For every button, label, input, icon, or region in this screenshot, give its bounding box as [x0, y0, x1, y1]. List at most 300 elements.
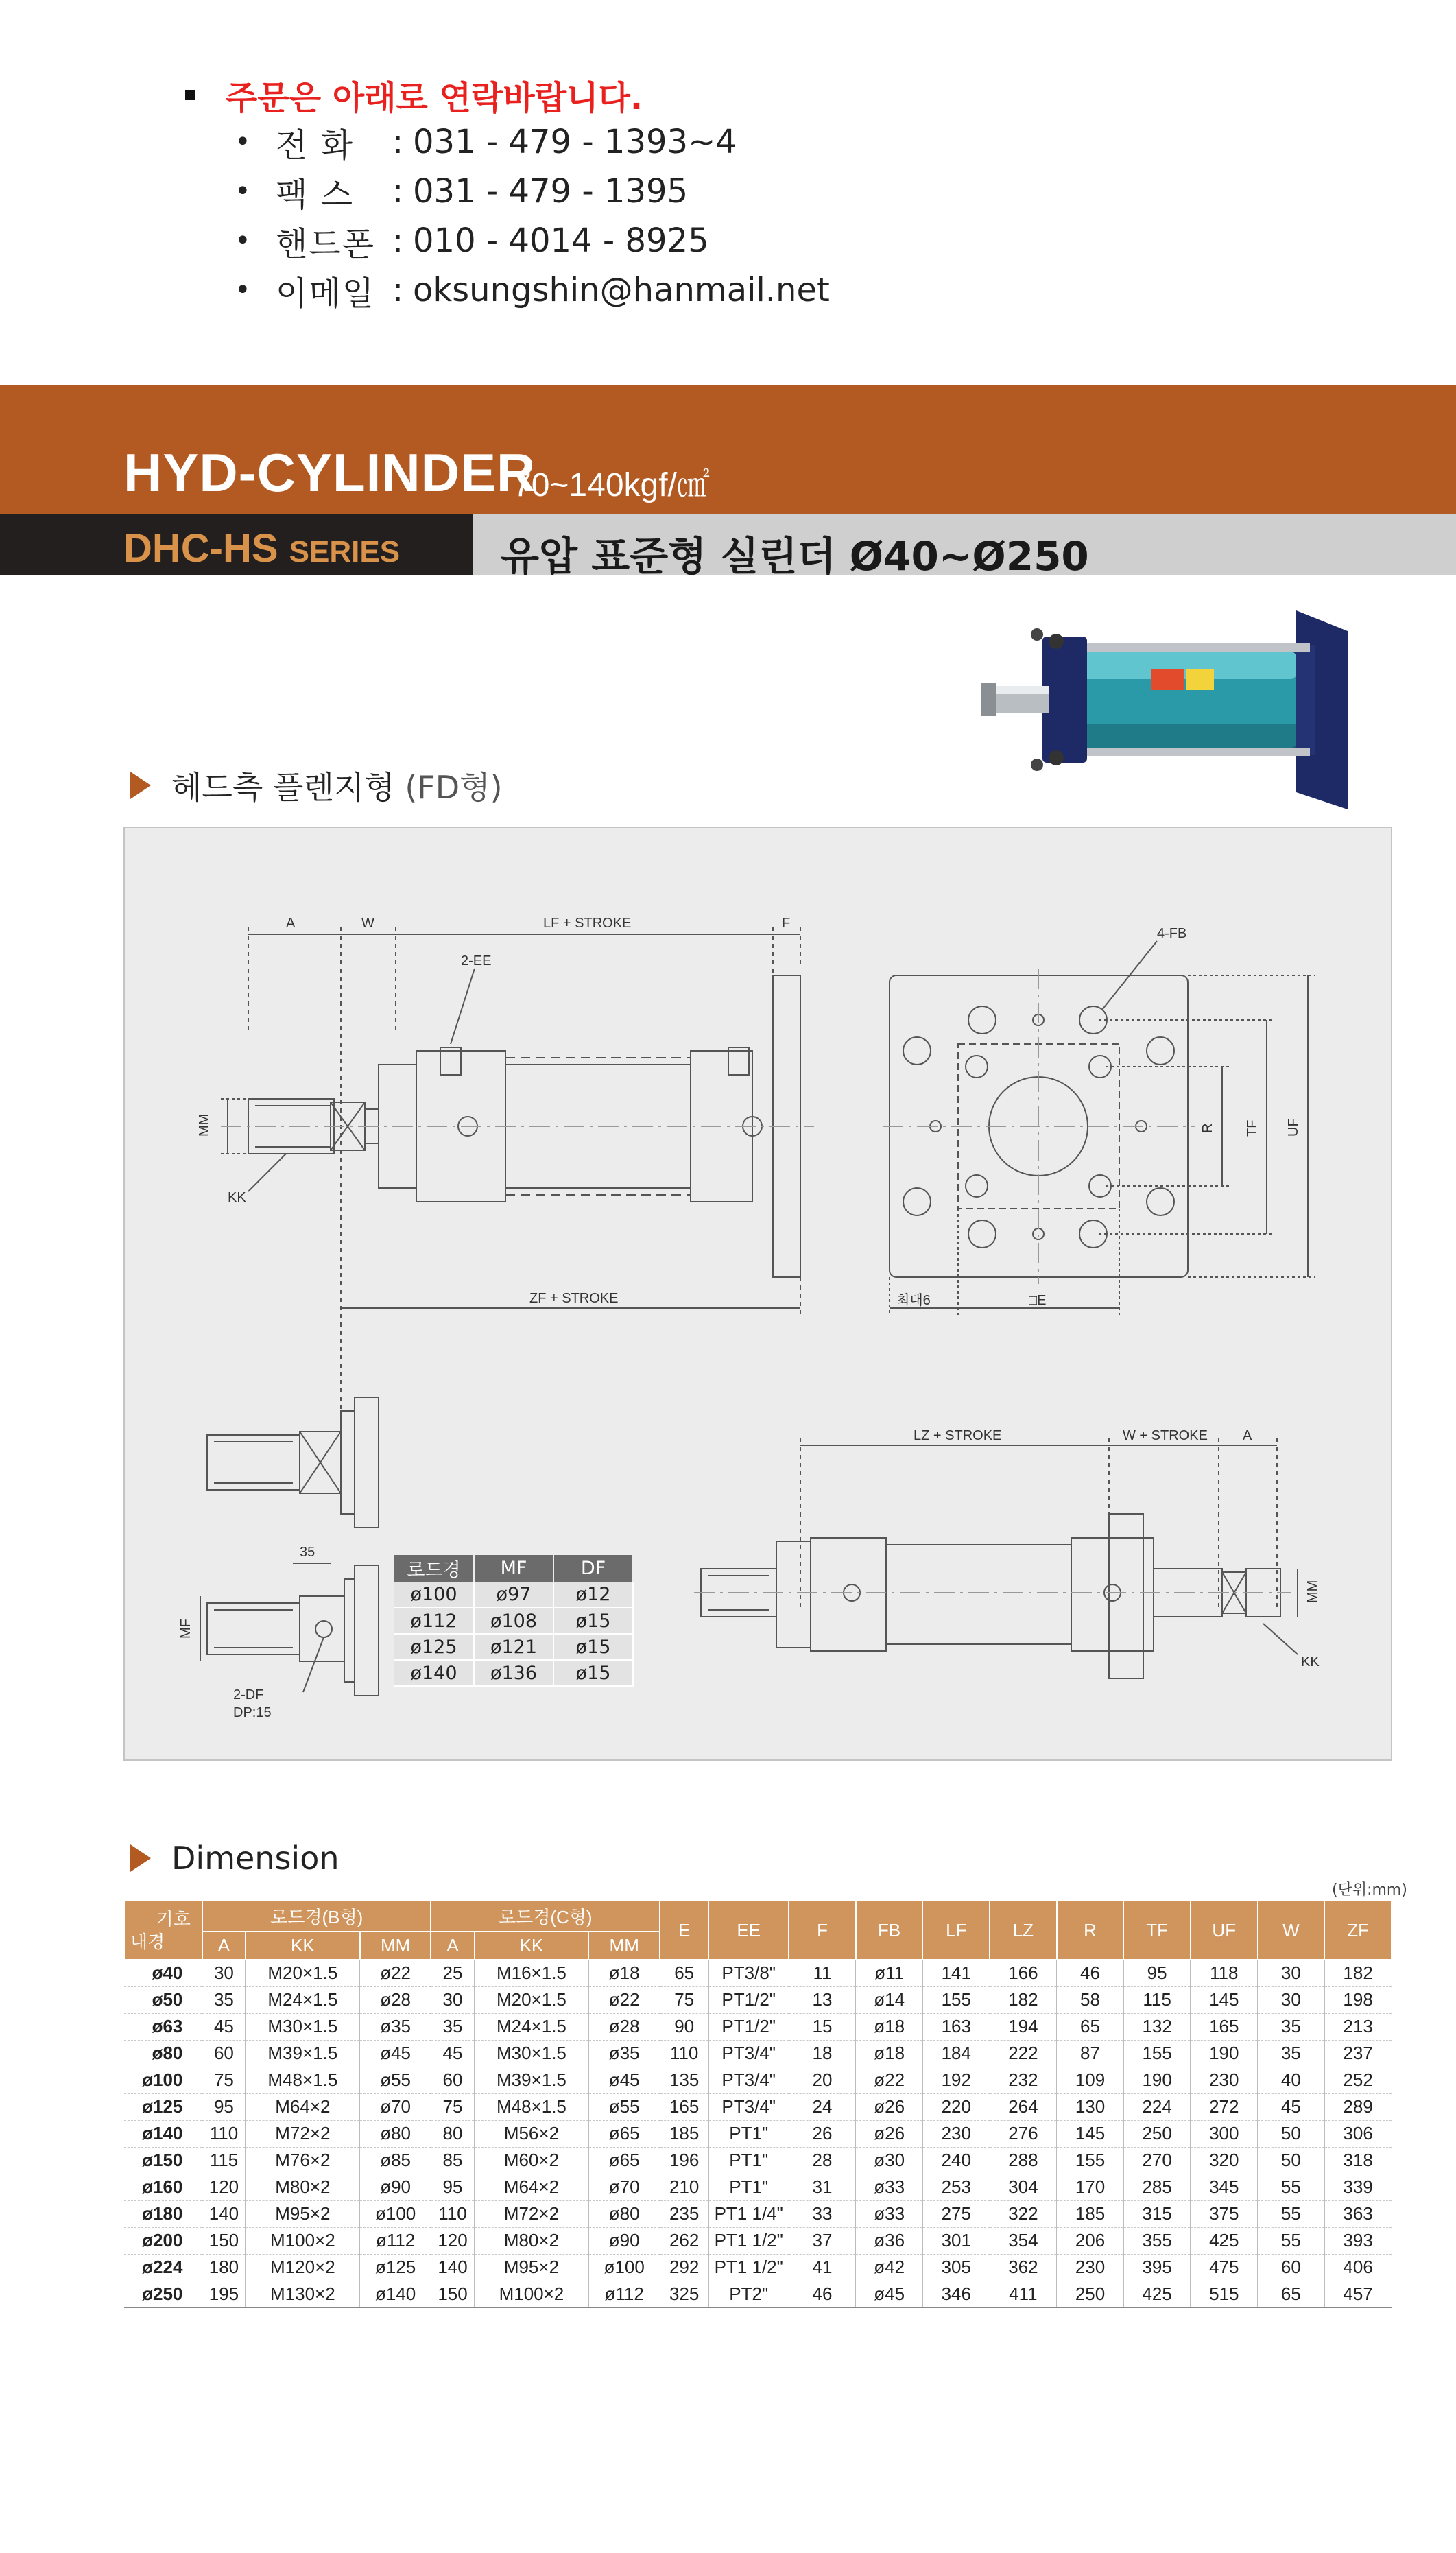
table-cell: ø65 — [588, 2147, 660, 2174]
table-cell: ø18 — [856, 2013, 923, 2040]
table-cell: PT1" — [708, 2174, 789, 2200]
table-cell: 230 — [1191, 2067, 1258, 2093]
table-header-row: 기호 내경 로드경(B형) 로드경(C형) E EE F FB LF LZ R TF UF W ZF — [124, 1901, 1392, 1932]
dim-label-lz: LZ + STROKE — [914, 1428, 1002, 1443]
bore-cell: ø100 — [124, 2067, 202, 2093]
table-cell: ø42 — [856, 2254, 923, 2281]
table-cell: M39×1.5 — [246, 2040, 360, 2067]
table-cell: PT1 1/4" — [708, 2200, 789, 2227]
table-cell: ø70 — [360, 2093, 431, 2120]
table-cell: 26 — [789, 2120, 856, 2147]
table-cell: M56×2 — [475, 2120, 589, 2147]
table-cell: PT1" — [708, 2147, 789, 2174]
table-cell: PT3/4" — [708, 2093, 789, 2120]
table-cell: 184 — [922, 2040, 990, 2067]
table-cell: 165 — [660, 2093, 708, 2120]
table-cell: 275 — [922, 2200, 990, 2227]
table-row — [124, 2093, 1392, 2120]
table-cell: 55 — [1258, 2200, 1325, 2227]
bore-cell: ø200 — [124, 2227, 202, 2254]
table-cell: ø22 — [360, 1960, 431, 1986]
bullet-icon: • — [235, 176, 251, 207]
table-cell: ø35 — [588, 2040, 660, 2067]
table-cell: 115 — [1123, 1986, 1191, 2013]
table-cell: 46 — [1057, 1960, 1124, 1986]
table-cell: 220 — [922, 2093, 990, 2120]
table-cell: 252 — [1324, 2067, 1392, 2093]
table-cell: ø33 — [856, 2174, 923, 2200]
table-cell: 20 — [789, 2067, 856, 2093]
table-cell: 155 — [922, 1986, 990, 2013]
table-cell: 213 — [1324, 2013, 1392, 2040]
table-cell: 320 — [1191, 2147, 1258, 2174]
table-cell: 306 — [1324, 2120, 1392, 2147]
bullet-icon: • — [235, 274, 251, 306]
dim-label-kk2: KK — [1301, 1654, 1320, 1670]
table-cell: 35 — [431, 2013, 474, 2040]
table-cell: ø90 — [360, 2174, 431, 2200]
table-row — [124, 1960, 1392, 1986]
table-cell: 120 — [202, 2174, 246, 2200]
table-row — [124, 2281, 1392, 2307]
table-cell: 145 — [1191, 1986, 1258, 2013]
subtitle-band — [473, 514, 1456, 580]
email-value: oksungshin@hanmail.net — [413, 271, 830, 309]
table-row — [124, 2147, 1392, 2174]
dimension-table — [123, 1900, 1392, 2308]
table-cell: M64×2 — [246, 2093, 360, 2120]
table-cell: 301 — [922, 2227, 990, 2254]
table-cell: 80 — [431, 2120, 474, 2147]
table-cell: 276 — [990, 2120, 1057, 2147]
table-cell: 75 — [431, 2093, 474, 2120]
contact-fax: • 팩 스 : 031 - 479 - 1395 — [235, 172, 689, 214]
table-cell: ø45 — [360, 2040, 431, 2067]
table-cell: 60 — [1258, 2254, 1325, 2281]
table-cell: M80×2 — [475, 2227, 589, 2254]
table-cell: 58 — [1057, 1986, 1124, 2013]
dim-label-mm: MM — [197, 1113, 212, 1137]
table-cell: 130 — [1057, 2093, 1124, 2120]
bore-cell: ø180 — [124, 2200, 202, 2227]
table-cell: M64×2 — [475, 2174, 589, 2200]
corner-header: 기호 내경 — [124, 1901, 202, 1960]
table-cell: 60 — [202, 2040, 246, 2067]
dim-label-zf: ZF + STROKE — [529, 1291, 619, 1306]
table-cell: 362 — [990, 2254, 1057, 2281]
table-cell: 457 — [1324, 2281, 1392, 2307]
table-cell: M76×2 — [246, 2147, 360, 2174]
table-cell: M95×2 — [475, 2254, 589, 2281]
bore-cell: ø125 — [124, 2093, 202, 2120]
table-cell: M30×1.5 — [246, 2013, 360, 2040]
triangle-bullet-icon — [130, 1844, 151, 1872]
table-cell: 285 — [1123, 2174, 1191, 2200]
product-subtitle: 유압 표준형 실린더 Ø40~Ø250 — [501, 533, 1089, 580]
table-cell: 198 — [1324, 1986, 1392, 2013]
table-cell: 232 — [990, 2067, 1057, 2093]
contact-mobile: • 핸드폰 : 010 - 4014 - 8925 — [235, 222, 709, 263]
table-cell: ø26 — [856, 2120, 923, 2147]
dimension-table-body — [124, 1960, 1392, 2307]
table-cell: 411 — [990, 2281, 1057, 2307]
table-cell: 185 — [1057, 2200, 1124, 2227]
table-cell: 180 — [202, 2254, 246, 2281]
dim-label-ee: 2-EE — [461, 953, 492, 969]
table-cell: PT3/4" — [708, 2067, 789, 2093]
bore-cell: ø80 — [124, 2040, 202, 2067]
square-bullet-icon — [185, 90, 195, 100]
table-row: ø112 ø108 ø15 — [394, 1608, 633, 1634]
table-cell: ø45 — [856, 2281, 923, 2307]
bullet-icon: • — [235, 126, 251, 158]
table-cell: 190 — [1123, 2067, 1191, 2093]
pressure-range: 70~140kgf/㎠ — [513, 467, 710, 503]
table-cell: 195 — [202, 2281, 246, 2307]
table-cell: 35 — [1258, 2013, 1325, 2040]
table-cell: 300 — [1191, 2120, 1258, 2147]
rod-end-detail-drawing — [200, 1397, 379, 1696]
table-cell: 13 — [789, 1986, 856, 2013]
table-cell: ø55 — [588, 2093, 660, 2120]
table-cell: PT1" — [708, 2120, 789, 2147]
table-cell: ø100 — [360, 2200, 431, 2227]
cylinder-product-image — [974, 604, 1358, 823]
table-row — [124, 2174, 1392, 2200]
table-cell: 250 — [1123, 2120, 1191, 2147]
order-notice: 주문은 아래로 연락바랍니다. — [185, 72, 830, 117]
table-cell: M48×1.5 — [246, 2067, 360, 2093]
table-subheader-row: A KK MM A KK MM — [124, 1932, 1392, 1960]
table-cell: ø30 — [856, 2147, 923, 2174]
table-cell: M16×1.5 — [475, 1960, 589, 1986]
table-cell: ø35 — [360, 2013, 431, 2040]
table-cell: M39×1.5 — [475, 2067, 589, 2093]
table-row — [124, 2120, 1392, 2147]
table-cell: ø112 — [360, 2227, 431, 2254]
dim-label-mf: MF — [178, 1619, 193, 1639]
table-cell: ø18 — [588, 1960, 660, 1986]
table-cell: ø125 — [360, 2254, 431, 2281]
title-band — [0, 385, 1456, 514]
table-cell: 240 — [922, 2147, 990, 2174]
group-header-b: 로드경(B형) — [202, 1901, 431, 1932]
table-cell: ø65 — [588, 2120, 660, 2147]
table-cell: 87 — [1057, 2040, 1124, 2067]
contact-phone: • 전 화 : 031 - 479 - 1393~4 — [235, 123, 737, 165]
table-cell: 163 — [922, 2013, 990, 2040]
table-cell: 109 — [1057, 2067, 1124, 2093]
technical-drawing-panel — [123, 827, 1392, 1761]
dim-label-a2: A — [1243, 1428, 1252, 1443]
dim-label-max6: 최대6 — [896, 1293, 931, 1308]
table-cell: M72×2 — [246, 2120, 360, 2147]
series-band — [0, 514, 473, 575]
dim-label-df: 2-DF — [233, 1687, 264, 1702]
table-cell: 50 — [1258, 2120, 1325, 2147]
table-cell: 289 — [1324, 2093, 1392, 2120]
table-cell: 33 — [789, 2200, 856, 2227]
table-cell: 24 — [789, 2093, 856, 2120]
technical-drawing — [125, 828, 1394, 1762]
table-cell: 45 — [1258, 2093, 1325, 2120]
table-cell: 339 — [1324, 2174, 1392, 2200]
table-cell: 118 — [1191, 1960, 1258, 1986]
dim-label-tf: TF — [1245, 1119, 1260, 1137]
group-header-c: 로드경(C형) — [431, 1901, 660, 1932]
series-suffix: SERIES — [289, 535, 401, 569]
table-cell: 322 — [990, 2200, 1057, 2227]
table-cell: 140 — [202, 2200, 246, 2227]
table-cell: M24×1.5 — [475, 2013, 589, 2040]
contact-email: • 이메일 : oksungshin@hanmail.net — [235, 271, 830, 313]
bore-cell: ø50 — [124, 1986, 202, 2013]
table-cell: ø90 — [588, 2227, 660, 2254]
table-cell: M72×2 — [475, 2200, 589, 2227]
table-cell: ø100 — [588, 2254, 660, 2281]
table-cell: 165 — [1191, 2013, 1258, 2040]
table-cell: ø33 — [856, 2200, 923, 2227]
table-cell: ø22 — [588, 1986, 660, 2013]
dim-label-a: A — [286, 916, 296, 931]
table-cell: 85 — [431, 2147, 474, 2174]
table-cell: 170 — [1057, 2174, 1124, 2200]
table-cell: 185 — [660, 2120, 708, 2147]
table-cell: 230 — [922, 2120, 990, 2147]
table-cell: 395 — [1123, 2254, 1191, 2281]
dim-label-mm2: MM — [1305, 1580, 1320, 1603]
table-cell: 346 — [922, 2281, 990, 2307]
table-cell: 35 — [202, 1986, 246, 2013]
table-cell: ø70 — [588, 2174, 660, 2200]
unit-label: (단위:mm) — [1332, 1881, 1407, 1899]
table-cell: PT3/8" — [708, 1960, 789, 1986]
table-cell: 304 — [990, 2174, 1057, 2200]
table-cell: 253 — [922, 2174, 990, 2200]
table-cell: 155 — [1123, 2040, 1191, 2067]
table-cell: 30 — [202, 1960, 246, 1986]
fax-value: 031 - 479 - 1395 — [413, 172, 689, 211]
table-row — [124, 2227, 1392, 2254]
table-cell: 235 — [660, 2200, 708, 2227]
table-row — [124, 2254, 1392, 2281]
table-cell: 75 — [660, 1986, 708, 2013]
table-row: ø100 ø97 ø12 — [394, 1582, 633, 1608]
table-cell: 28 — [789, 2147, 856, 2174]
table-cell: 90 — [660, 2013, 708, 2040]
table-cell: 196 — [660, 2147, 708, 2174]
table-cell: 305 — [922, 2254, 990, 2281]
table-header-row: 로드경 MF DF — [394, 1555, 633, 1582]
bore-cell: ø63 — [124, 2013, 202, 2040]
table-cell: 155 — [1057, 2147, 1124, 2174]
table-cell: 25 — [431, 1960, 474, 1986]
bore-cell: ø160 — [124, 2174, 202, 2200]
table-cell: 182 — [990, 1986, 1057, 2013]
table-cell: M100×2 — [246, 2227, 360, 2254]
table-cell: 30 — [431, 1986, 474, 2013]
table-row — [124, 1986, 1392, 2013]
table-cell: M60×2 — [475, 2147, 589, 2174]
table-cell: 270 — [1123, 2147, 1191, 2174]
table-cell: 375 — [1191, 2200, 1258, 2227]
table-cell: ø11 — [856, 1960, 923, 1986]
table-cell: 355 — [1123, 2227, 1191, 2254]
triangle-bullet-icon — [130, 772, 151, 799]
table-cell: ø140 — [360, 2281, 431, 2307]
table-cell: 150 — [202, 2227, 246, 2254]
table-cell: 95 — [202, 2093, 246, 2120]
dim-label-r: R — [1200, 1123, 1215, 1133]
table-cell: ø36 — [856, 2227, 923, 2254]
dim-label-w: W — [361, 916, 374, 931]
table-cell: 237 — [1324, 2040, 1392, 2067]
table-cell: 37 — [789, 2227, 856, 2254]
table-cell: ø80 — [588, 2200, 660, 2227]
table-cell: 65 — [660, 1960, 708, 1986]
table-cell: 55 — [1258, 2174, 1325, 2200]
table-row — [124, 2200, 1392, 2227]
table-cell: 222 — [990, 2040, 1057, 2067]
table-row — [124, 2040, 1392, 2067]
table-cell: M20×1.5 — [475, 1986, 589, 2013]
table-cell: 182 — [1324, 1960, 1392, 1986]
table-cell: 30 — [1258, 1960, 1325, 1986]
bore-cell: ø250 — [124, 2281, 202, 2307]
table-cell: 354 — [990, 2227, 1057, 2254]
bullet-icon: • — [235, 225, 251, 257]
table-cell: 292 — [660, 2254, 708, 2281]
table-cell: 272 — [1191, 2093, 1258, 2120]
table-cell: M24×1.5 — [246, 1986, 360, 2013]
table-cell: 262 — [660, 2227, 708, 2254]
table-cell: 425 — [1123, 2281, 1191, 2307]
table-cell: ø22 — [856, 2067, 923, 2093]
table-row: ø140 ø136 ø15 — [394, 1660, 633, 1686]
dim-label-35: 35 — [300, 1545, 315, 1560]
table-cell: M80×2 — [246, 2174, 360, 2200]
table-cell: 115 — [202, 2147, 246, 2174]
table-cell: M100×2 — [475, 2281, 589, 2307]
table-cell: 406 — [1324, 2254, 1392, 2281]
table-cell: M30×1.5 — [475, 2040, 589, 2067]
table-cell: 264 — [990, 2093, 1057, 2120]
table-cell: ø112 — [588, 2281, 660, 2307]
table-cell: ø26 — [856, 2093, 923, 2120]
table-cell: 190 — [1191, 2040, 1258, 2067]
table-cell: ø80 — [360, 2120, 431, 2147]
table-row — [124, 2013, 1392, 2040]
table-cell: 363 — [1324, 2200, 1392, 2227]
table-cell: 210 — [660, 2174, 708, 2200]
table-cell: 318 — [1324, 2147, 1392, 2174]
table-cell: 50 — [1258, 2147, 1325, 2174]
mobile-value: 010 - 4014 - 8925 — [413, 222, 709, 260]
table-cell: 166 — [990, 1960, 1057, 1986]
table-cell: M48×1.5 — [475, 2093, 589, 2120]
table-cell: 150 — [431, 2281, 474, 2307]
side-view-drawing — [221, 927, 814, 1514]
table-cell: 11 — [789, 1960, 856, 1986]
table-cell: ø14 — [856, 1986, 923, 2013]
table-cell: ø85 — [360, 2147, 431, 2174]
table-cell: 60 — [431, 2067, 474, 2093]
table-cell: 31 — [789, 2174, 856, 2200]
dim-label-fb: 4-FB — [1157, 926, 1187, 941]
bore-cell: ø224 — [124, 2254, 202, 2281]
table-cell: 95 — [1123, 1960, 1191, 1986]
dim-label-dp: DP:15 — [233, 1705, 272, 1720]
section-heading-flange: 헤드측 플렌지형 (FD형) — [130, 763, 503, 808]
table-cell: PT1 1/2" — [708, 2254, 789, 2281]
table-cell: 325 — [660, 2281, 708, 2307]
table-cell: 145 — [1057, 2120, 1124, 2147]
dim-label-kk: KK — [228, 1190, 246, 1205]
table-cell: 140 — [431, 2254, 474, 2281]
table-cell: 425 — [1191, 2227, 1258, 2254]
table-cell: 515 — [1191, 2281, 1258, 2307]
series-name: DHC-HS — [123, 526, 278, 571]
table-cell: 110 — [202, 2120, 246, 2147]
table-cell: 475 — [1191, 2254, 1258, 2281]
table-cell: 192 — [922, 2067, 990, 2093]
table-cell: 55 — [1258, 2227, 1325, 2254]
table-cell: ø28 — [360, 1986, 431, 2013]
table-cell: 120 — [431, 2227, 474, 2254]
table-cell: 45 — [202, 2013, 246, 2040]
table-cell: 65 — [1258, 2281, 1325, 2307]
table-cell: 206 — [1057, 2227, 1124, 2254]
bore-cell: ø140 — [124, 2120, 202, 2147]
table-row — [124, 2067, 1392, 2093]
dim-label-w-stroke: W + STROKE — [1123, 1428, 1208, 1443]
table-cell: 65 — [1057, 2013, 1124, 2040]
contact-block — [185, 72, 830, 315]
table-cell: M130×2 — [246, 2281, 360, 2307]
table-cell: 315 — [1123, 2200, 1191, 2227]
table-cell: 35 — [1258, 2040, 1325, 2067]
table-cell: 141 — [922, 1960, 990, 1986]
table-cell: PT3/4" — [708, 2040, 789, 2067]
bore-cell: ø40 — [124, 1960, 202, 1986]
table-cell: 132 — [1123, 2013, 1191, 2040]
reverse-side-view-drawing — [694, 1438, 1298, 1678]
table-cell: ø45 — [588, 2067, 660, 2093]
table-cell: 75 — [202, 2067, 246, 2093]
rod-flange-table — [394, 1555, 634, 1687]
table-cell: 110 — [431, 2200, 474, 2227]
table-cell: ø28 — [588, 2013, 660, 2040]
table-cell: 230 — [1057, 2254, 1124, 2281]
phone-value: 031 - 479 - 1393~4 — [413, 123, 737, 161]
table-cell: 46 — [789, 2281, 856, 2307]
table-cell: 30 — [1258, 1986, 1325, 2013]
table-cell: PT1/2" — [708, 2013, 789, 2040]
section-heading-dimension: Dimension — [130, 1840, 339, 1877]
table-cell: 40 — [1258, 2067, 1325, 2093]
table-cell: 250 — [1057, 2281, 1124, 2307]
table-row: ø125 ø121 ø15 — [394, 1634, 633, 1660]
dim-label-e: □E — [1029, 1293, 1047, 1308]
table-cell: 288 — [990, 2147, 1057, 2174]
table-cell: M20×1.5 — [246, 1960, 360, 1986]
table-cell: PT1/2" — [708, 1986, 789, 2013]
dim-label-f: F — [782, 916, 791, 931]
table-cell: PT1 1/2" — [708, 2227, 789, 2254]
product-title: HYD-CYLINDER — [123, 442, 536, 503]
table-cell: 194 — [990, 2013, 1057, 2040]
table-cell: 345 — [1191, 2174, 1258, 2200]
